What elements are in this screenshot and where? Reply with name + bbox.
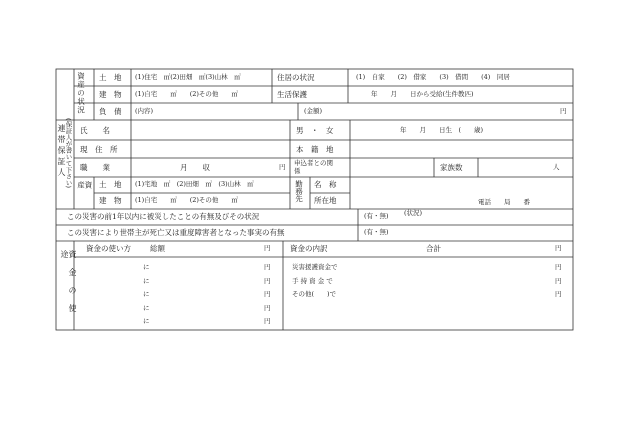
guarantor-work-label: 勤務先 — [294, 180, 304, 203]
funds-sum-yen: 円 — [555, 244, 562, 252]
funds-source-row: その他( )で — [292, 290, 337, 298]
funds-use-row-yen: 円 — [264, 304, 271, 312]
guarantor-land-label: 土 地 — [99, 180, 122, 189]
housing-label: 住居の状況 — [277, 73, 315, 82]
guarantor-gender: 男 ・ 女 — [296, 126, 334, 135]
guarantor-section-label: 連帯保証人 — [57, 124, 66, 179]
funds-breakdown-header: 資金の内訳 — [290, 244, 328, 253]
funds-use-row: に — [143, 304, 150, 312]
guarantor-family-label: 家族数 — [440, 163, 463, 172]
asset-section-label: 資産の状況 — [76, 72, 86, 115]
funds-section-label: 資金の使途 — [60, 250, 77, 322]
funds-use-header: 資金の使い方 — [86, 244, 131, 253]
guarantor-land-items: (1)宅地 ㎡ (2)田畑 ㎡ (3)山林 ㎡ — [135, 180, 254, 188]
guarantor-birth: 年 月 日生 ( 歳) — [400, 126, 484, 134]
disaster-q2-answer: (有・無) — [364, 228, 389, 236]
funds-use-row-yen: 円 — [264, 277, 271, 285]
disaster-q1-answer: (有・無) — [364, 212, 389, 220]
guarantor-phone-label: 電話 局 番 — [478, 198, 530, 206]
funds-sum-header: 合計 — [426, 244, 441, 253]
housing-options: (1) 自家 (2) 借家 (3) 借間 (4) 同居 — [356, 73, 510, 81]
funds-use-row: に — [143, 317, 150, 325]
asset-debt-content: (内容) — [135, 107, 154, 115]
funds-use-row: に — [143, 263, 150, 271]
funds-use-row-yen: 円 — [264, 290, 271, 298]
asset-land-label: 土 地 — [99, 73, 122, 82]
asset-land-items: (1)住宅 ㎡(2)田畑 ㎡(3)山林 ㎡ — [135, 73, 241, 81]
guarantor-building-label: 建 物 — [99, 196, 122, 205]
asset-debt-amount: (金額) — [304, 107, 323, 115]
funds-source-yen: 円 — [555, 263, 562, 271]
funds-source-row: 災害援護資金で — [292, 263, 338, 271]
guarantor-section-note: (保証人が書いて下さい) — [64, 118, 73, 189]
asset-building-items: (1)自宅 ㎡ (2)その他 ㎡ — [135, 90, 238, 98]
funds-total-yen: 円 — [264, 244, 271, 252]
funds-source-yen: 円 — [555, 290, 562, 298]
guarantor-asset-label: 資産 — [76, 181, 93, 195]
disaster-q1: この災害の前1年以内に被災したことの有無及びその状況 — [67, 212, 260, 221]
funds-source-yen: 円 — [555, 277, 562, 285]
funds-use-row-yen: 円 — [264, 317, 271, 325]
guarantor-income-label: 月 収 — [180, 163, 210, 172]
welfare-value: 年 月 日から受給(生件教匹) — [371, 90, 474, 98]
funds-source-row: 手 持 資 金 で — [292, 277, 333, 285]
disaster-q2: この災害により世帯主が死亡又は重度障害者となった事実の有無 — [67, 228, 285, 237]
funds-total-header: 総額 — [150, 244, 165, 253]
welfare-label: 生活保護 — [277, 90, 307, 99]
funds-use-row: に — [143, 290, 150, 298]
guarantor-address-label: 現 住 所 — [80, 145, 118, 154]
disaster-q1-status: (状況) — [404, 209, 423, 217]
funds-use-row: に — [143, 277, 150, 285]
asset-building-label: 建 物 — [99, 90, 122, 99]
guarantor-relation-label: 申込者との関 係 — [294, 159, 346, 175]
guarantor-name-label: 氏 名 — [80, 126, 110, 135]
guarantor-income-yen: 円 — [279, 163, 286, 171]
guarantor-family-unit: 人 — [553, 163, 560, 171]
guarantor-building-items: (1)自宅 ㎡ (2)その他 ㎡ — [135, 196, 238, 204]
guarantor-job-label: 職 業 — [80, 163, 110, 172]
guarantor-domicile-label: 本 籍 地 — [296, 145, 334, 154]
guarantor-work-address-label: 所在地 — [314, 196, 337, 205]
asset-debt-yen: 円 — [560, 107, 567, 115]
guarantor-work-name-label: 名 称 — [314, 180, 337, 189]
asset-debt-label: 負 債 — [99, 107, 122, 116]
funds-use-row-yen: 円 — [264, 263, 271, 271]
